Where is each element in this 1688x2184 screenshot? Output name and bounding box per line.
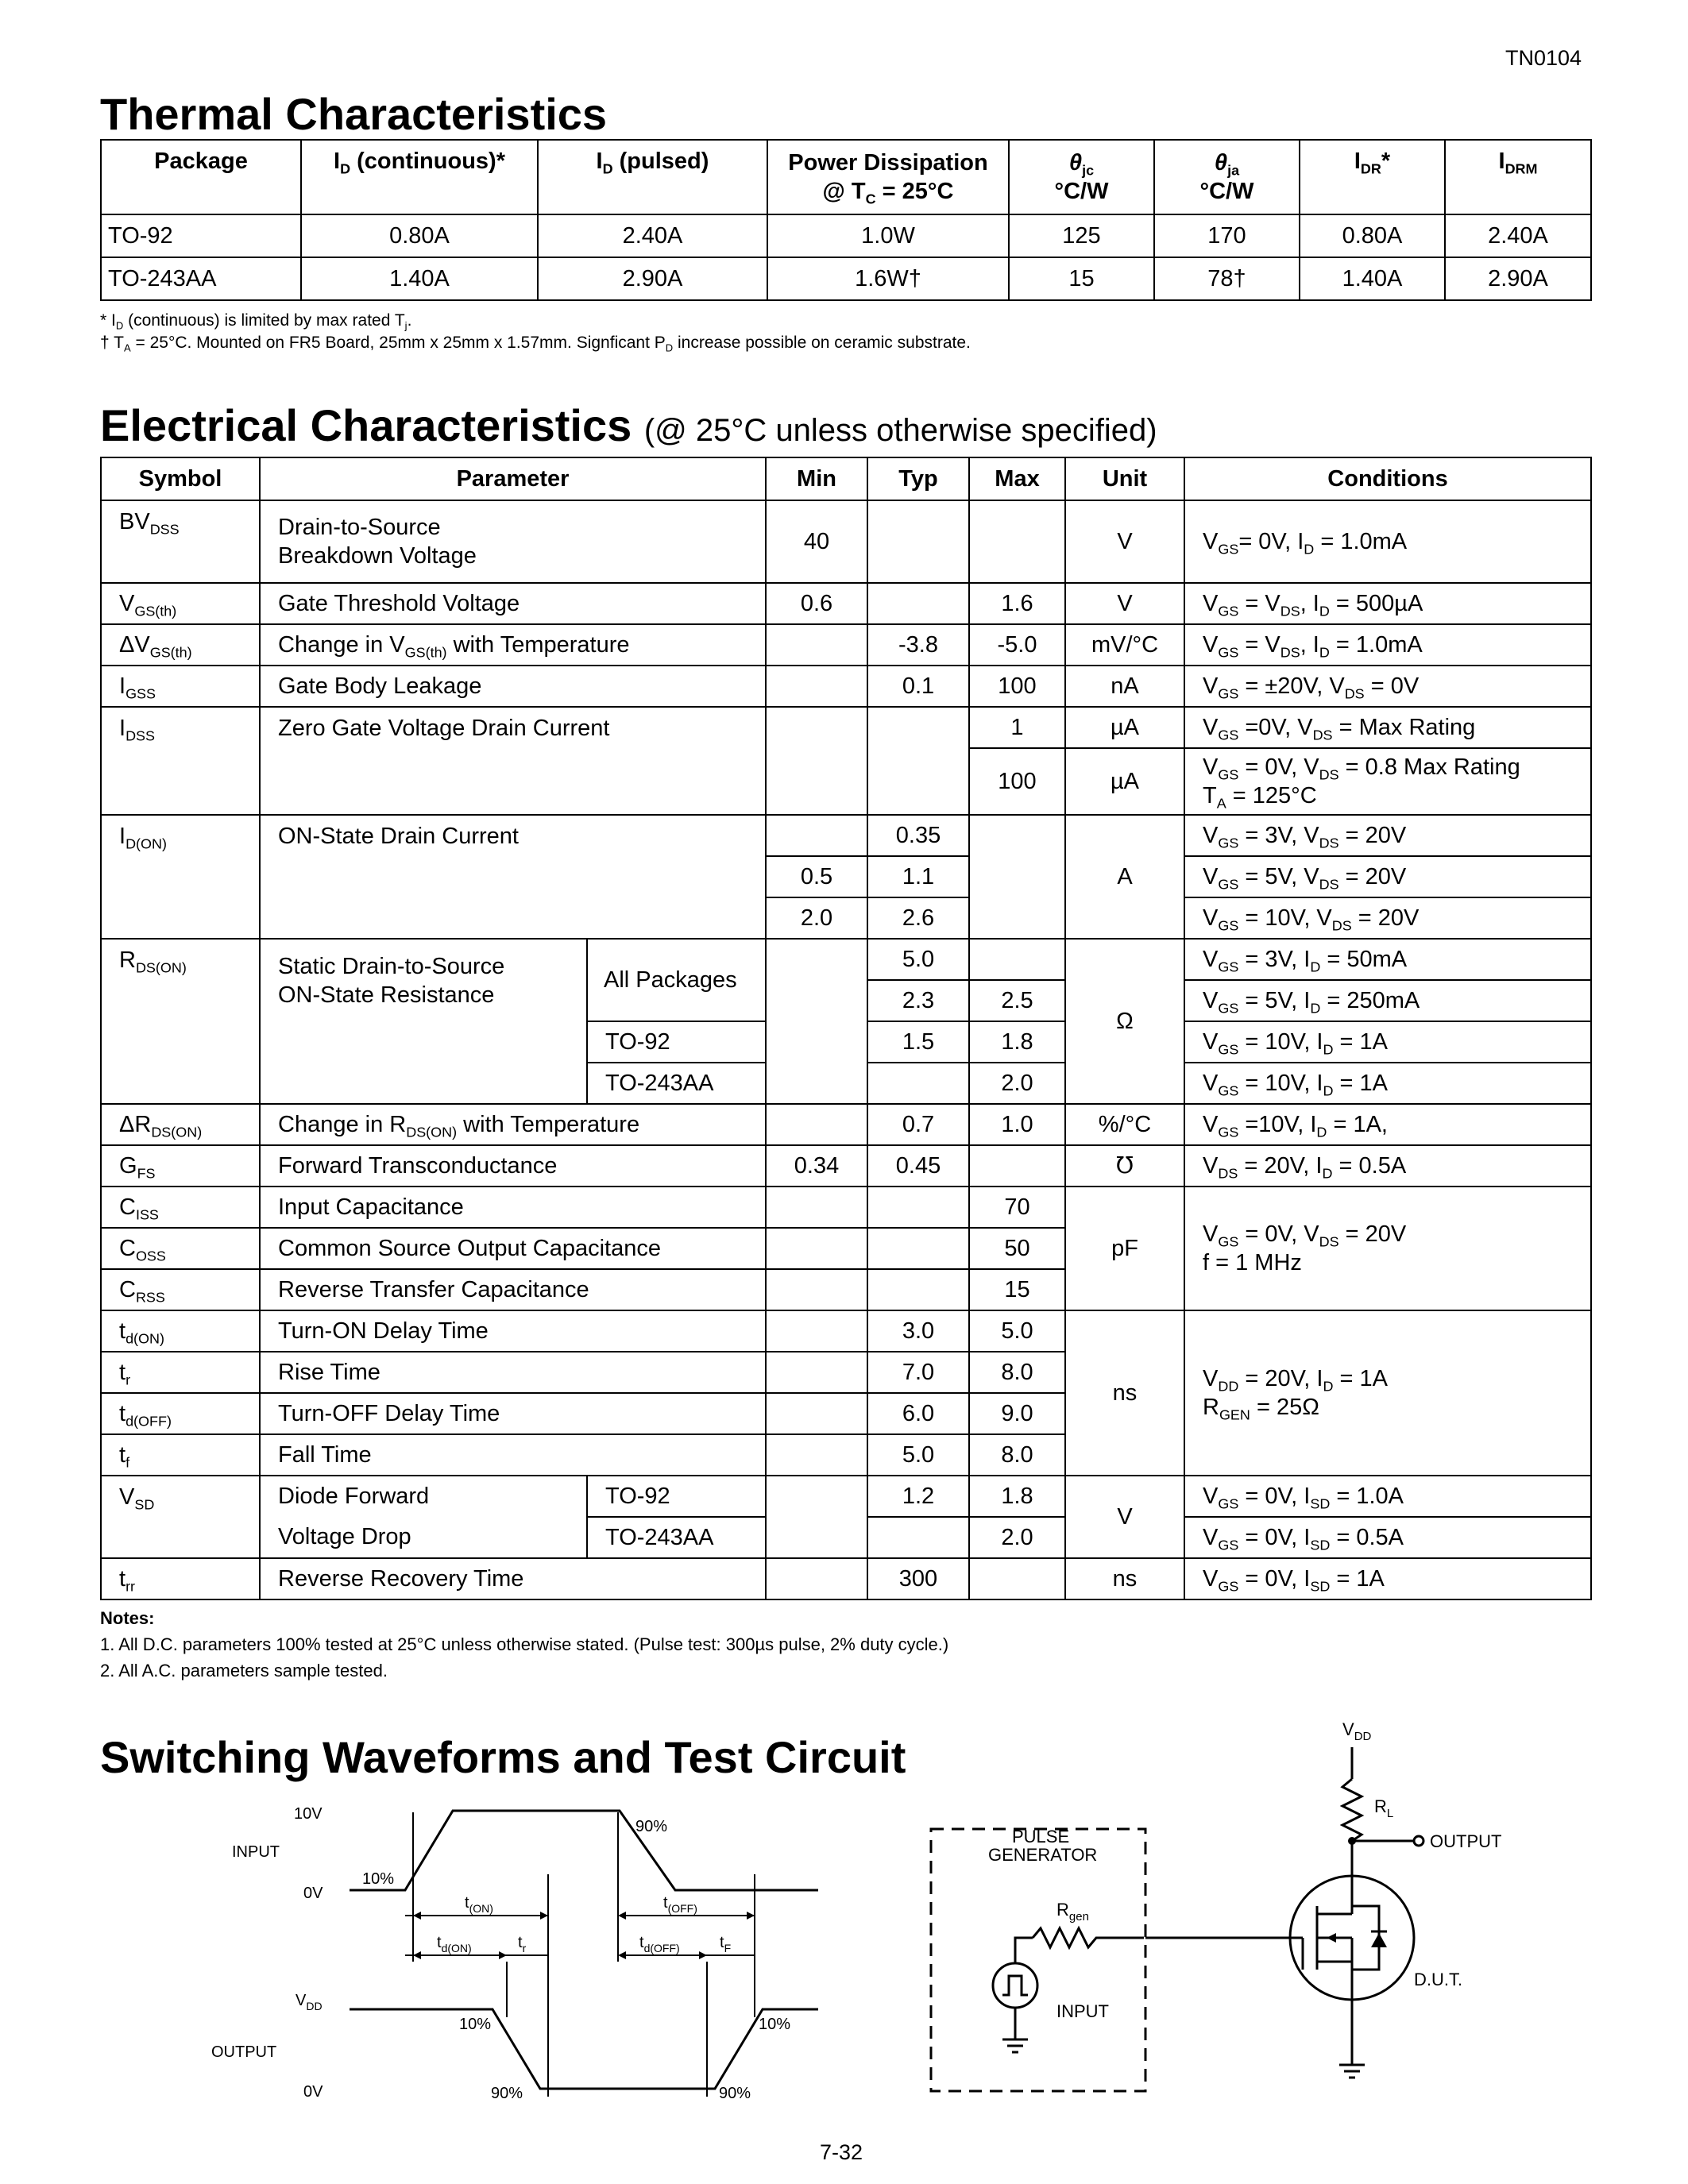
typ-cell: 2.3	[867, 980, 969, 1021]
electrical-table	[100, 457, 1592, 1600]
note-1: 1. All D.C. parameters 100% tested at 25°C unless otherwise stated. (Pulse test: 300µs pulse, 2% duty cycle.)	[100, 1634, 949, 1654]
label-90pct-input: 90%	[635, 1818, 668, 1835]
th-id-cont: $I_D$ (continuous)*	[301, 140, 538, 214]
thermal-header-row	[101, 140, 1591, 214]
label-tf: $t_F$	[720, 1934, 732, 1954]
waveforms-title: Switching Waveforms and Test Circuit	[100, 1732, 906, 1782]
unit-cell: ns	[1065, 1558, 1184, 1599]
label-ton: $t_{(ON)}$	[465, 1894, 493, 1915]
parameter-cell: Diode Forward	[260, 1476, 587, 1517]
parameter-cell: Fall Time	[260, 1434, 766, 1476]
max-cell: 2.0	[969, 1063, 1065, 1104]
symbol-cell: $C_{OSS}$	[101, 1228, 260, 1269]
parameter-cell: Voltage Drop	[260, 1517, 587, 1558]
min-cell	[766, 1228, 867, 1269]
max-cell	[969, 939, 1065, 980]
max-cell	[969, 815, 1065, 939]
max-cell: 8.0	[969, 1434, 1065, 1476]
typ-cell: 1.2	[867, 1476, 969, 1517]
row-dvgsth	[101, 624, 1591, 666]
min-cell	[766, 1187, 867, 1228]
min-cell	[766, 815, 867, 856]
typ-cell	[867, 583, 969, 624]
th-theta-ja: $\theta_{ja}$ °C/W	[1154, 140, 1300, 214]
unit-cell: pF	[1065, 1187, 1184, 1310]
row-drdson	[101, 1104, 1591, 1145]
min-cell	[766, 1269, 867, 1310]
row-igss	[101, 666, 1591, 707]
electrical-header-row	[101, 457, 1591, 500]
parameter-cell: Turn-ON Delay Time	[260, 1310, 766, 1352]
max-cell: 50	[969, 1228, 1065, 1269]
typ-cell: 0.35	[867, 815, 969, 856]
thermal-table	[100, 139, 1592, 301]
parameter-cell: Reverse Transfer Capacitance	[260, 1269, 766, 1310]
min-cell	[766, 707, 867, 815]
typ-cell: 7.0	[867, 1352, 969, 1393]
package-cell: TO-243AA	[587, 1063, 766, 1104]
parameter-cell: Static Drain-to-Source ON-State Resistance	[260, 939, 587, 1104]
symbol-cell: $G_{FS}$	[101, 1145, 260, 1187]
typ-cell: 2.6	[867, 897, 969, 939]
row-vgsth	[101, 583, 1591, 624]
label-rl: $R_L$	[1374, 1796, 1394, 1820]
footnote-1: * $I_D$ (continuous) is limited by max rated $T_j$.	[100, 311, 412, 332]
conditions-cell: $V_{DD} = 20V$, $I_D = 1A$ $R_{GEN} = 25\Omega$	[1184, 1310, 1591, 1476]
label-vdd: $V_{DD}$	[1342, 1719, 1372, 1743]
symbol-cell: $R_{DS(ON)}$	[101, 939, 260, 1104]
conditions-cell: $V_{GS} = 3V$, $I_D = 50mA$	[1184, 939, 1591, 980]
notes-title: Notes:	[100, 1608, 155, 1628]
notes	[100, 1605, 948, 1684]
output-terminal	[1414, 1836, 1423, 1846]
typ-cell	[867, 1187, 969, 1228]
theta-jc-cell: 125	[1009, 214, 1154, 257]
label-90pct-output-right: 90%	[719, 2085, 751, 2102]
electrical-subtitle: (@ 25°C unless otherwise specified)	[643, 413, 1157, 448]
label-pulse: PULSE	[1012, 1827, 1070, 1846]
id-pulsed-cell: 2.90A	[538, 257, 767, 300]
output-waveform	[350, 2009, 818, 2089]
label-tr: $t_r$	[518, 1934, 527, 1954]
unit-cell: V	[1065, 583, 1184, 624]
unit-cell: %/°C	[1065, 1104, 1184, 1145]
min-cell	[766, 939, 867, 1104]
row-bvdss	[101, 500, 1591, 583]
row-tdon	[101, 1310, 1591, 1352]
parameter-cell: Change in $R_{DS(ON)}$ with Temperature	[260, 1104, 766, 1145]
symbol-cell: $C_{ISS}$	[101, 1187, 260, 1228]
symbol-cell: $t_{d(ON)}$	[101, 1310, 260, 1352]
idrm-cell: 2.90A	[1445, 257, 1591, 300]
typ-cell: 1.1	[867, 856, 969, 897]
th-unit: Unit	[1065, 457, 1184, 500]
max-cell: 1.8	[969, 1021, 1065, 1063]
theta-jc-cell: 15	[1009, 257, 1154, 300]
min-cell	[766, 1104, 867, 1145]
row-rdson	[101, 939, 1591, 980]
max-cell: 9.0	[969, 1393, 1065, 1434]
max-cell	[969, 1558, 1065, 1599]
th-package: Package	[101, 140, 301, 214]
row-idss	[101, 707, 1591, 748]
unit-cell: ns	[1065, 1310, 1184, 1476]
max-cell: 5.0	[969, 1310, 1065, 1352]
row-vsd	[101, 1476, 1591, 1517]
max-cell: 100	[969, 748, 1065, 815]
note-2: 2. All A.C. parameters sample tested.	[100, 1661, 388, 1680]
pd-cell: 1.0W	[767, 214, 1009, 257]
conditions-cell: $V_{GS} = 5V$, $I_D = 250mA$	[1184, 980, 1591, 1021]
parameter-cell: Turn-OFF Delay Time	[260, 1393, 766, 1434]
thermal-row	[101, 214, 1591, 257]
max-cell: -5.0	[969, 624, 1065, 666]
parameter-cell: Input Capacitance	[260, 1187, 766, 1228]
min-cell: 0.6	[766, 583, 867, 624]
max-cell: 2.5	[969, 980, 1065, 1021]
unit-cell: A	[1065, 815, 1184, 939]
conditions-cell: $V_{GS} = 0V$, $V_{DS} = 0.8$ Max Rating $T_A = 125^\circ C$	[1184, 748, 1591, 815]
thermal-row	[101, 257, 1591, 300]
label-toff: $t_{(OFF)}$	[663, 1894, 697, 1915]
row-idon	[101, 815, 1591, 856]
th-max: Max	[969, 457, 1065, 500]
typ-cell: 5.0	[867, 939, 969, 980]
symbol-cell: $V_{SD}$	[101, 1476, 260, 1558]
typ-cell	[867, 1228, 969, 1269]
typ-cell	[867, 1269, 969, 1310]
theta-ja-cell: 170	[1154, 214, 1300, 257]
symbol-cell: $t_r$	[101, 1352, 260, 1393]
unit-cell: µA	[1065, 707, 1184, 748]
symbol-cell: $t_f$	[101, 1434, 260, 1476]
parameter-cell: Change in $V_{GS(th)}$ with Temperature	[260, 624, 766, 666]
label-vdd-output: $V_{DD}$	[295, 1992, 323, 2012]
symbol-cell: $BV_{DSS}$	[101, 500, 260, 583]
max-cell: 100	[969, 666, 1065, 707]
id-cont-cell: 1.40A	[301, 257, 538, 300]
max-cell: 8.0	[969, 1352, 1065, 1393]
waveform-diagram	[0, 1779, 874, 2105]
symbol-cell: $V_{GS(th)}$	[101, 583, 260, 624]
conditions-cell: $V_{GS} = \pm 20V$, $V_{DS} = 0V$	[1184, 666, 1591, 707]
typ-cell	[867, 1063, 969, 1104]
max-cell: 15	[969, 1269, 1065, 1310]
conditions-cell: $V_{GS} =0V$, $V_{DS}$ = Max Rating	[1184, 707, 1591, 748]
symbol-cell: $t_{rr}$	[101, 1558, 260, 1599]
unit-cell: V	[1065, 500, 1184, 583]
unit-cell: mV/°C	[1065, 624, 1184, 666]
rgen-resistor	[1033, 1928, 1144, 1947]
body-diode	[1371, 1933, 1387, 1947]
typ-cell: 300	[867, 1558, 969, 1599]
min-cell	[766, 1558, 867, 1599]
max-cell: 1.6	[969, 583, 1065, 624]
th-conditions: Conditions	[1184, 457, 1591, 500]
parameter-cell: Gate Threshold Voltage	[260, 583, 766, 624]
min-cell	[766, 1310, 867, 1352]
conditions-cell: $V_{GS} = 0V$, $V_{DS} = 20V$ f = 1 MHz	[1184, 1187, 1591, 1310]
label-0v-output: 0V	[303, 2083, 323, 2101]
min-cell	[766, 1393, 867, 1434]
pulse-generator-box	[931, 1829, 1145, 2091]
thermal-footnotes	[100, 310, 971, 355]
parameter-cell: Rise Time	[260, 1352, 766, 1393]
label-output: OUTPUT	[1430, 1831, 1502, 1851]
min-cell	[766, 624, 867, 666]
typ-cell: -3.8	[867, 624, 969, 666]
parameter-cell: ON-State Drain Current	[260, 815, 766, 939]
th-min: Min	[766, 457, 867, 500]
pd-cell: 1.6W†	[767, 257, 1009, 300]
min-cell: 0.34	[766, 1145, 867, 1187]
symbol-cell: $t_{d(OFF)}$	[101, 1393, 260, 1434]
conditions-cell: $V_{GS} = V_{DS}$, $I_D = 1.0mA$	[1184, 624, 1591, 666]
conditions-cell: $V_{GS} = 10V$, $V_{DS} = 20V$	[1184, 897, 1591, 939]
conditions-cell: $V_{GS} = 5V$, $V_{DS} = 20V$	[1184, 856, 1591, 897]
max-cell: 1.8	[969, 1476, 1065, 1517]
idrm-cell: 2.40A	[1445, 214, 1591, 257]
conditions-cell: $V_{GS} = 0V$, $I_{SD} = 1.0A$	[1184, 1476, 1591, 1517]
conditions-cell: $V_{GS} = 10V$, $I_D = 1A$	[1184, 1063, 1591, 1104]
th-symbol: Symbol	[101, 457, 260, 500]
label-rgen: $R_{gen}$	[1056, 1900, 1089, 1924]
conditions-cell: $V_{GS}= 0V$, $I_D = 1.0mA$	[1184, 500, 1591, 583]
input-waveform	[350, 1811, 818, 1890]
package-cell: TO-243AA	[101, 257, 301, 300]
th-power-dissipation: Power Dissipation @ $T_C = 25^\circ C$	[767, 140, 1009, 214]
id-cont-cell: 0.80A	[301, 214, 538, 257]
test-circuit-diagram	[874, 1700, 1589, 2113]
symbol-cell: $\Delta V_{GS(th)}$	[101, 624, 260, 666]
min-cell: 0.5	[766, 856, 867, 897]
typ-cell	[867, 707, 969, 815]
thermal-title: Thermal Characteristics	[100, 89, 608, 139]
conditions-cell: $V_{GS} = 10V$, $I_D = 1A$	[1184, 1021, 1591, 1063]
row-trr	[101, 1558, 1591, 1599]
parameter-cell: Drain-to-Source Breakdown Voltage	[260, 500, 766, 583]
max-cell: 2.0	[969, 1517, 1065, 1558]
typ-cell: 1.5	[867, 1021, 969, 1063]
label-10pct-input: 10%	[362, 1870, 395, 1888]
typ-cell: 0.45	[867, 1145, 969, 1187]
parameter-cell: Forward Transconductance	[260, 1145, 766, 1187]
parameter-cell: Gate Body Leakage	[260, 666, 766, 707]
typ-cell: 3.0	[867, 1310, 969, 1352]
typ-cell: 5.0	[867, 1434, 969, 1476]
conditions-cell: $V_{GS} =10V$, $I_D = 1A$,	[1184, 1104, 1591, 1145]
typ-cell: 6.0	[867, 1393, 969, 1434]
label-90pct-output-left: 90%	[491, 2085, 523, 2102]
symbol-cell: $\Delta R_{DS(ON)}$	[101, 1104, 260, 1145]
unit-cell: Ω	[1065, 939, 1184, 1104]
conditions-cell: $V_{GS} = V_{DS}$, $I_D = 500\mu A$	[1184, 583, 1591, 624]
row-ciss	[101, 1187, 1591, 1228]
symbol-cell: $I_{DSS}$	[101, 707, 260, 815]
label-10pct-output-left: 10%	[459, 2016, 492, 2033]
th-theta-jc: $\theta_{jc}$ °C/W	[1009, 140, 1154, 214]
min-cell	[766, 1476, 867, 1558]
electrical-title: Electrical Characteristics (@ 25°C unless otherwise specified)	[100, 400, 1157, 450]
typ-cell: 0.1	[867, 666, 969, 707]
conditions-cell: $V_{GS} = 0V$, $I_{SD} = 0.5A$	[1184, 1517, 1591, 1558]
symbol-cell: $I_{D(ON)}$	[101, 815, 260, 939]
parameter-cell: Common Source Output Capacitance	[260, 1228, 766, 1269]
symbol-cell: $I_{GSS}$	[101, 666, 260, 707]
conditions-cell: $V_{GS} = 3V$, $V_{DS} = 20V$	[1184, 815, 1591, 856]
package-cell: TO-92	[587, 1476, 766, 1517]
max-cell	[969, 1145, 1065, 1187]
id-pulsed-cell: 2.40A	[538, 214, 767, 257]
doc-number: TN0104	[1505, 46, 1582, 70]
row-gfs	[101, 1145, 1591, 1187]
unit-cell: nA	[1065, 666, 1184, 707]
unit-cell: V	[1065, 1476, 1184, 1558]
label-tdon: $t_{d(ON)}$	[437, 1934, 472, 1954]
symbol-cell: $C_{RSS}$	[101, 1269, 260, 1310]
unit-cell: µA	[1065, 748, 1184, 815]
min-cell	[766, 1352, 867, 1393]
parameter-cell: Reverse Recovery Time	[260, 1558, 766, 1599]
footnote-2: † $T_A = 25^\circ C$. Mounted on FR5 Board, 25mm x 25mm x 1.57mm. Signficant $P_D$ increase possible on ceramic substrate.	[100, 334, 971, 354]
typ-cell: 0.7	[867, 1104, 969, 1145]
min-cell	[766, 666, 867, 707]
min-cell: 40	[766, 500, 867, 583]
label-generator: GENERATOR	[988, 1845, 1098, 1865]
package-cell: TO-243AA	[587, 1517, 766, 1558]
th-typ: Typ	[867, 457, 969, 500]
idr-cell: 1.40A	[1300, 257, 1445, 300]
conditions-cell: $V_{GS} = 0V$, $I_{SD} = 1A$	[1184, 1558, 1591, 1599]
label-circuit-input: INPUT	[1056, 2001, 1109, 2021]
parameter-cell: Zero Gate Voltage Drain Current	[260, 707, 766, 815]
typ-cell	[867, 500, 969, 583]
label-output: OUTPUT	[211, 2043, 277, 2061]
min-cell	[766, 1434, 867, 1476]
idr-cell: 0.80A	[1300, 214, 1445, 257]
max-cell	[969, 500, 1065, 583]
pulse-source-symbol	[993, 1963, 1037, 2008]
max-cell: 70	[969, 1187, 1065, 1228]
label-0v-input: 0V	[303, 1885, 323, 1902]
label-10v: 10V	[294, 1805, 323, 1823]
package-cell: All Packages	[587, 939, 766, 1021]
th-id-pulsed: $I_D$ (pulsed)	[538, 140, 767, 214]
label-dut: D.U.T.	[1414, 1970, 1463, 1989]
package-cell: TO-92	[101, 214, 301, 257]
page-number: 7-32	[820, 2140, 863, 2164]
th-parameter: Parameter	[260, 457, 766, 500]
package-cell: TO-92	[587, 1021, 766, 1063]
conditions-cell: $V_{DS} = 20V$, $I_D = 0.5A$	[1184, 1145, 1591, 1187]
max-cell: 1.0	[969, 1104, 1065, 1145]
th-idrm: $I_{DRM}$	[1445, 140, 1591, 214]
label-tdoff: $t_{d(OFF)}$	[639, 1934, 680, 1954]
label-input: INPUT	[232, 1843, 280, 1861]
th-idr: $I_{DR}*$	[1300, 140, 1445, 214]
min-cell: 2.0	[766, 897, 867, 939]
typ-cell	[867, 1517, 969, 1558]
theta-ja-cell: 78†	[1154, 257, 1300, 300]
label-10pct-output-right: 10%	[759, 2016, 791, 2033]
max-cell: 1	[969, 707, 1065, 748]
unit-cell: ℧	[1065, 1145, 1184, 1187]
